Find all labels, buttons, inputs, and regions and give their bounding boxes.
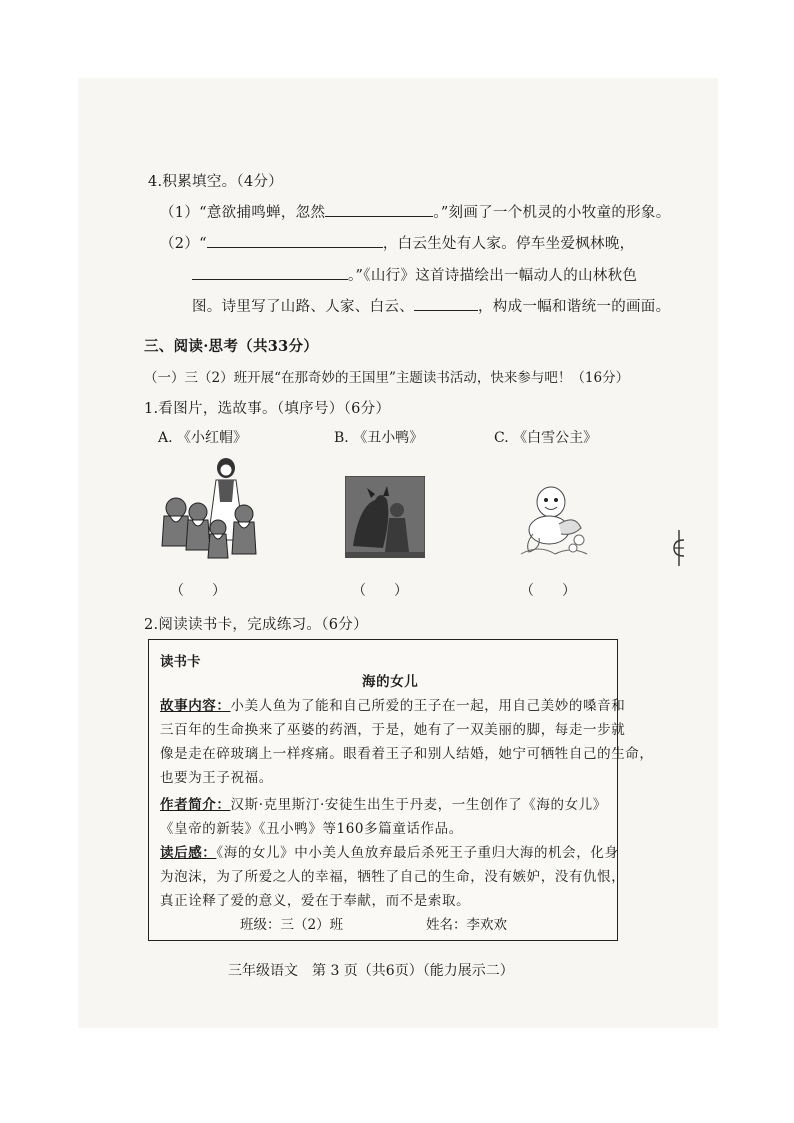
card-review-label: 读后感：: [160, 845, 217, 861]
card-content-line1: [160, 694, 625, 714]
q4-item1-blank[interactable]: [325, 202, 433, 217]
section3-part1: （一）三（2）班开展“在那奇妙的王国里”主题读书活动，快来参与吧！（16分）: [144, 370, 630, 386]
card-author-line2: 《皇帝的新装》《丑小鸭》等160多篇童话作品。: [160, 821, 463, 837]
q2-title: 2.阅读读书卡，完成练习。（6分）: [144, 617, 368, 633]
answer-paren-1[interactable]: （ ）: [170, 583, 226, 599]
q4-item2-text-b: ，白云生处有人家。停车坐爱枫林晚，: [382, 236, 635, 252]
q4-item2-blank2[interactable]: [192, 265, 348, 280]
card-review-text1: 《海的女儿》中小美人鱼放弃最后杀死王子重归大海的机会，化身: [216, 845, 619, 861]
q4-item2-line1: [160, 232, 634, 253]
card-header: 读书卡: [160, 654, 201, 670]
card-review-line1: [160, 841, 619, 861]
q4-item2-text-d: 图。诗里写了山路、人家、白云、: [192, 299, 414, 315]
answer-paren-3[interactable]: （ ）: [520, 583, 576, 599]
card-review-line3: 真正诠释了爱的意义，爱在于奉献，而不是索取。: [160, 893, 471, 909]
card-content-line4: 也要为王子祝福。: [160, 770, 273, 786]
card-review-line2: 为泡沫，为了所爱之人的幸福，牺牲了自己的生命，没有嫉妒，没有仇恨，: [160, 869, 626, 885]
card-content-line2: 三百年的生命换来了巫婆的药酒，于是，她有了一双美丽的脚，每走一步就: [160, 722, 626, 738]
q4-item2-number: （2）: [160, 236, 200, 252]
card-content-line3: 像是走在碎玻璃上一样疼痛。眼看着王子和别人结婚，她宁可牺牲自己的生命，: [160, 746, 654, 762]
q1-title: 1.看图片，选故事。（填序号）（6分）: [144, 401, 391, 417]
answer-paren-2[interactable]: （ ）: [352, 583, 408, 599]
page-footer: 三年级语文 第 3 页（共6页）（能力展示二）: [228, 963, 514, 979]
card-author-text1: 汉斯·克里斯汀·安徒生出生于丹麦，一生创作了《海的女儿》: [230, 797, 607, 813]
card-content-label: 故事内容：: [160, 698, 231, 714]
card-author-label: 作者简介：: [160, 797, 231, 813]
ugly-duckling-picture: [515, 474, 593, 560]
q4-item2-quote: “: [199, 236, 207, 252]
q4-item1: [160, 201, 671, 222]
section3-title: 三、阅读·思考（共33分）: [144, 338, 319, 355]
q4-item1-text-b: 。”刻画了一个机灵的小牧童的形象。: [433, 205, 671, 221]
q4-item2-line2: [192, 264, 637, 285]
card-author-line1: [160, 793, 607, 813]
q4-item2-text-c: 。”《山行》这首诗描绘出一幅动人的山林秋色: [348, 268, 638, 284]
q4-item2-line3: [192, 295, 670, 316]
card-class: 班级：三（2）班: [240, 917, 344, 933]
q4-item2-text-e: ，构成一幅和谐统一的画面。: [478, 299, 671, 315]
q4-item1-number: （1）: [160, 205, 200, 221]
card-title: 海的女儿: [362, 674, 419, 690]
option-c: C. 《白雪公主》: [494, 430, 598, 446]
wolf-red-riding-hood-picture: [345, 476, 425, 558]
q4-title: 4.积累填空。（4分）: [148, 174, 284, 190]
q4-item2-blank1[interactable]: [207, 233, 383, 248]
q4-item2-blank3[interactable]: [414, 296, 478, 311]
q4-item1-text-a: “意欲捕鸣蝉，忽然: [199, 205, 326, 221]
card-name: 姓名：李欢欢: [426, 917, 507, 933]
binding-mark-icon: [670, 530, 688, 566]
option-b: B. 《丑小鸭》: [334, 430, 424, 446]
card-content-text1: 小美人鱼为了能和自己所爱的王子在一起，用自己美妙的嗓音和: [230, 698, 626, 714]
option-a: A. 《小红帽》: [158, 430, 248, 446]
snow-white-dwarfs-picture: [156, 450, 260, 562]
